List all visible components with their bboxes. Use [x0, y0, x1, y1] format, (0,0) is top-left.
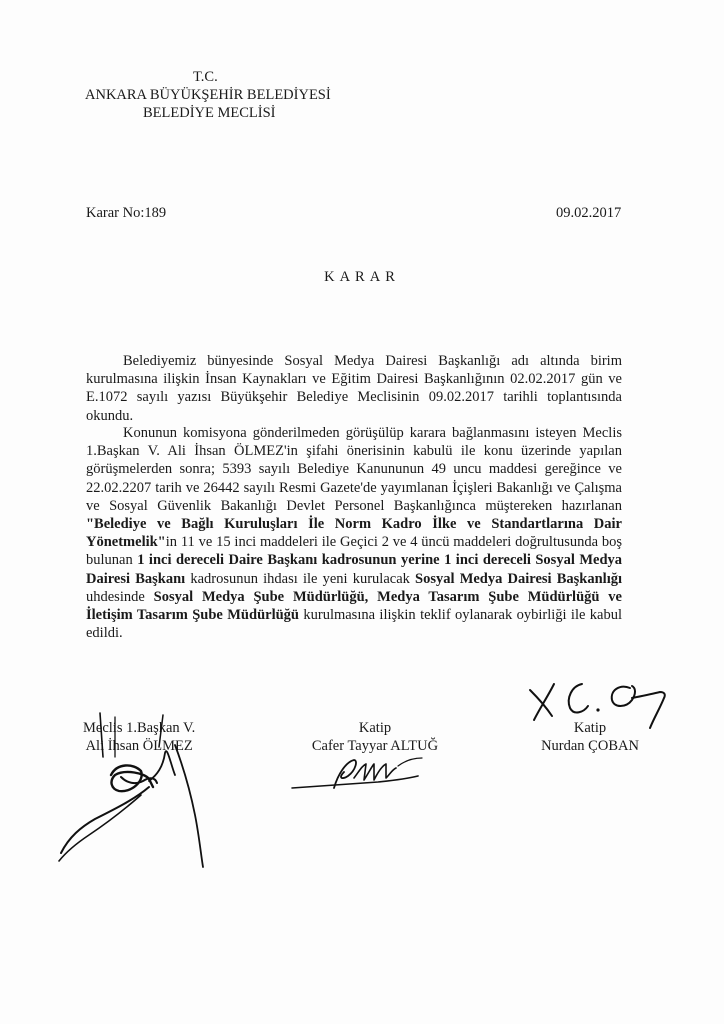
- decision-text-2: in 11 ve 15 inci maddeleri ile Geçici 2 ve 4 üncü maddeleri doğrultusunda boş bulunan: [86, 534, 622, 569]
- header-tc: T.C.: [193, 69, 218, 85]
- header-municipality: ANKARA BÜYÜKŞEHİR BELEDİYESİ: [85, 87, 331, 103]
- decision-text-1: Konunun komisyona gönderilmeden görüşülüp karara bağlanmasını isteyen Meclis 1.Başkan V. Ali İhsan ÖLMEZ'in şifahi önerisinin kabulü ile konu üzerinde yapılan görüşmelerden sonra; 5393 sayılı Belediye Kanununun 49 uncu maddesi gereğince ve 22.02.2207 tarih ve 26442 sayılı Resmi Gazete'de yayımlanan İçişleri Bakanlığı ve Çalışma ve Sosyal Güvenlik Bakanlığı Devlet Personel Başkanlığınca müştereken hazırlanan: [86, 425, 622, 514]
- regulation-name: "Belediye ve Bağlı Kuruluşları İle Norm Kadro İlke ve Standartlarına Dair Yönetmelik": [86, 516, 622, 551]
- chair-signature: [45, 705, 215, 875]
- clerk-2-name: Nurdan ÇOBAN: [541, 738, 639, 754]
- vacant-position: 1 inci dereceli Daire Başkanı kadrosunun yerine 1 inci dereceli Sosyal Medya Dairesi Başkanı: [86, 552, 623, 587]
- new-directorates: Sosyal Medya Şube Müdürlüğü, Medya Tasarım Şube Müdürlüğü ve İletişim Tasarım Şube Müdürlüğü: [86, 588, 622, 624]
- clerk-2-signature: [526, 676, 686, 736]
- paragraph-decision: [86, 424, 622, 642]
- decision-number: Karar No:189: [86, 205, 167, 221]
- chair-role: Meclis 1.Başkan V.: [83, 720, 196, 736]
- decision-text-3: kadrosunun ihdası ile yeni kurulacak: [185, 570, 416, 587]
- paragraph-reading: Belediyemiz bünyesinde Sosyal Medya Dairesi Başkanlığı adı altında birim kurulmasına ilişkin İnsan Kaynakları ve Eğitim Dairesi Başkanlığının 02.02.2017 gün ve E.1072 sayılı yazısı Büyükşehir Belediye Meclisinin 09.02.2017 tarihli toplantısında okundu.: [86, 353, 622, 424]
- document-title: KARAR: [324, 269, 400, 285]
- decision-date: 09.02.2017: [556, 205, 622, 221]
- header-council: BELEDİYE MECLİSİ: [143, 105, 276, 121]
- decision-text-4: uhdesinde: [86, 588, 154, 605]
- clerk-1-name: Cafer Tayyar ALTUĞ: [311, 738, 439, 754]
- chair-name: Ali İhsan ÖLMEZ: [85, 738, 193, 754]
- clerk-1-role: Katip: [358, 720, 392, 736]
- signature-block-clerk-1: [300, 719, 450, 755]
- decision-text-5: kurulmasına ilişkin teklif oylanarak oybirliği ile kabul edildi.: [86, 607, 623, 642]
- clerk-1-signature: [288, 752, 438, 802]
- new-department: Sosyal Medya Dairesi Başkanlığı: [415, 570, 623, 587]
- clerk-2-role: Katip: [573, 720, 607, 736]
